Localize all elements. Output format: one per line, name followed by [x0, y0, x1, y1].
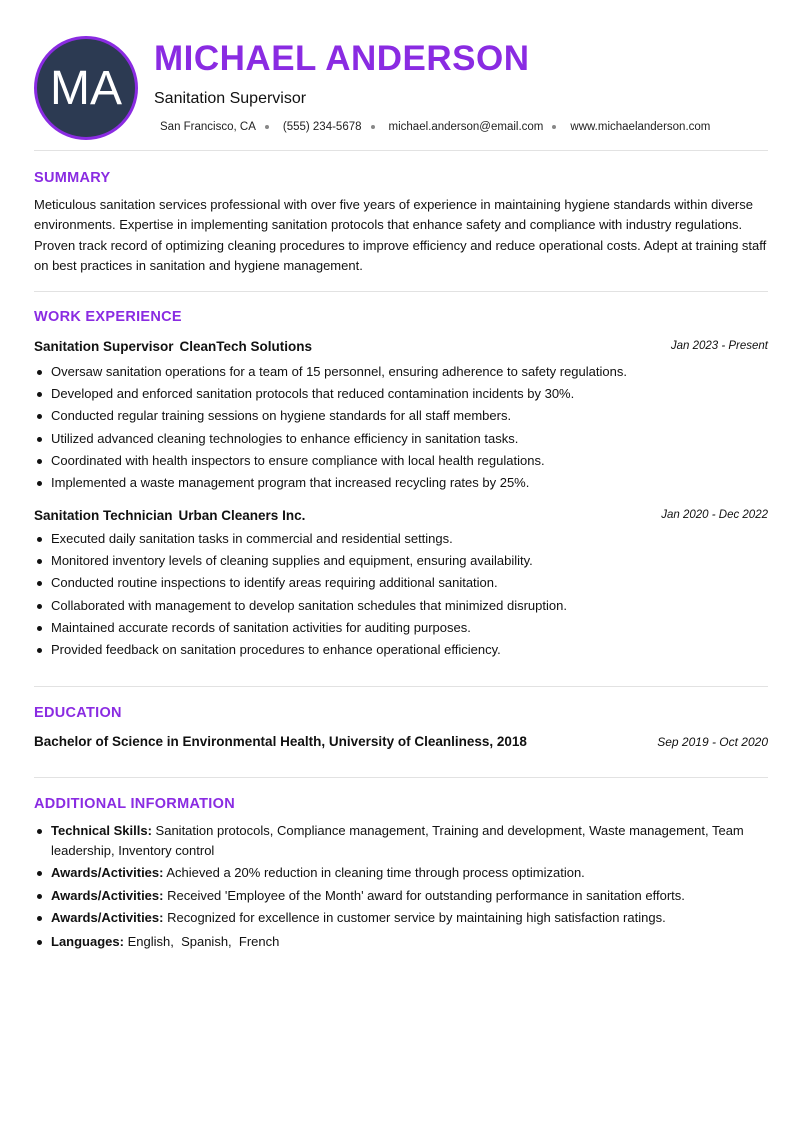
job-header [34, 338, 768, 358]
section-divider [34, 291, 768, 292]
list-item: Coordinated with health inspectors to ensure compliance with local health regulations. [34, 450, 768, 472]
education-entry [34, 733, 768, 753]
candidate-name: MICHAEL ANDERSON [154, 39, 530, 78]
summary-heading: SUMMARY [34, 170, 111, 186]
avatar-initials: MA [50, 61, 122, 115]
job-bullets [34, 528, 768, 661]
summary-text: Meticulous sanitation services professional with over five years of experience in maintaining hygiene standards within diverse environments. Expertise in implementing sanitation protocols that enhance safety and compliance with industry regulations. Proven track record of optimizing cleaning procedures to improve efficiency and reduce operational costs. Adept at training staff on best practices in sanitation and hygiene management. [34, 197, 767, 273]
item-text: English, Spanish, French [127, 933, 280, 949]
list-item [34, 821, 768, 860]
list-item [34, 932, 768, 952]
job-dates: Jan 2020 - Dec 2022 [661, 509, 768, 521]
contact-website[interactable]: www.michaelanderson.com [570, 121, 711, 133]
contact-location: San Francisco, CA [160, 121, 256, 133]
item-label: Awards/Activities: [51, 887, 164, 903]
list-item: Implemented a waste management program that increased recycling rates by 25%. [34, 472, 768, 494]
separator-dot [265, 125, 269, 129]
list-item: Maintained accurate records of sanitation activities for auditing purposes. [34, 617, 768, 639]
list-item [34, 863, 768, 883]
list-item: Collaborated with management to develop sanitation schedules that minimized disruption. [34, 595, 768, 617]
contact-line [160, 121, 710, 133]
separator-dot [552, 125, 556, 129]
list-item: Oversaw sanitation operations for a team of 15 personnel, ensuring adherence to safety regulations. [34, 361, 768, 383]
list-item: Conducted routine inspections to identify areas requiring additional sanitation. [34, 572, 768, 594]
list-item: Executed daily sanitation tasks in commercial and residential settings. [34, 528, 768, 550]
separator-dot [371, 125, 375, 129]
list-item: Conducted regular training sessions on hygiene standards for all staff members. [34, 405, 768, 427]
list-item: Utilized advanced cleaning technologies to enhance efficiency in sanitation tasks. [34, 428, 768, 450]
item-label: Technical Skills: [51, 823, 152, 838]
avatar [34, 36, 138, 140]
resume-header [34, 34, 768, 138]
job-role: Sanitation Technician [34, 508, 173, 523]
item-text: Sanitation protocols, Compliance management, Training and development, Waste management, Team leadership, Inventory control [51, 823, 744, 858]
section-divider [34, 686, 768, 687]
job-bullets [34, 361, 768, 494]
education-dates: Sep 2019 - Oct 2020 [657, 735, 768, 749]
item-text: Achieved a 20% reduction in cleaning time through process optimization. [166, 865, 585, 880]
item-label: Languages: [51, 933, 124, 949]
job-company: CleanTech Solutions [179, 339, 313, 354]
list-item: Developed and enforced sanitation protocols that reduced contamination incidents by 30%. [34, 383, 768, 405]
job-company: Urban Cleaners Inc. [178, 508, 306, 523]
item-text: Recognized for excellence in customer service by maintaining high satisfaction ratings. [167, 910, 666, 925]
job-header [34, 507, 768, 527]
additional-heading: ADDITIONAL INFORMATION [34, 796, 235, 812]
candidate-title: Sanitation Supervisor [154, 90, 307, 107]
contact-phone: (555) 234-5678 [282, 121, 362, 133]
job-role: Sanitation Supervisor [34, 339, 174, 354]
list-item: Provided feedback on sanitation procedures to enhance operational efficiency. [34, 639, 768, 661]
additional-list [34, 821, 768, 954]
job-dates: Jan 2023 - Present [670, 340, 768, 352]
education-degree: Bachelor of Science in Environmental Health, University of Cleanliness, 2018 [34, 734, 527, 749]
item-label: Awards/Activities: [51, 910, 164, 925]
list-item [34, 908, 768, 928]
education-heading: EDUCATION [34, 705, 122, 721]
experience-heading: WORK EXPERIENCE [34, 309, 182, 325]
item-label: Awards/Activities: [51, 865, 164, 880]
section-divider [34, 777, 768, 778]
list-item [34, 886, 768, 906]
list-item: Monitored inventory levels of cleaning supplies and equipment, ensuring availability. [34, 550, 768, 572]
contact-email[interactable]: michael.anderson@email.com [388, 121, 544, 133]
section-divider [34, 150, 768, 151]
item-text: Received 'Employee of the Month' award for outstanding performance in sanitation efforts. [167, 887, 685, 903]
